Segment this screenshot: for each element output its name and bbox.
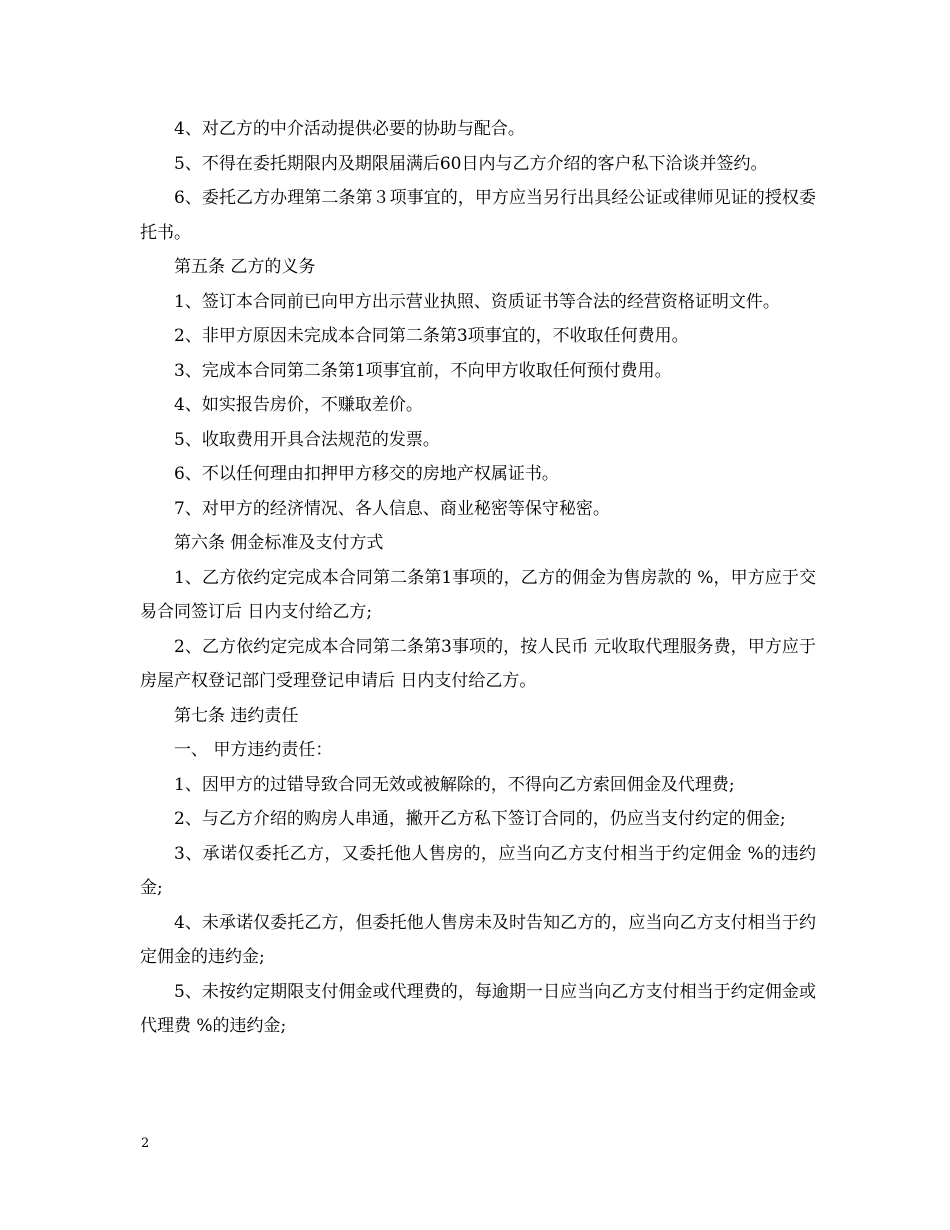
paragraph: 4、未承诺仅委托乙方，但委托他人售房未及时告知乙方的，应当向乙方支付相当于约定佣金的违约金; [140,912,816,967]
section-heading: 第五条 乙方的义务 [174,257,316,277]
paragraph: 5、收取费用开具合法规范的发票。 [174,429,440,450]
paragraph: 7、对甲方的经济情况、各人信息、商业秘密等保守秘密。 [174,498,610,519]
paragraph: 2、非甲方原因未完成本合同第二条第3项事宜的，不收取任何费用。 [174,326,689,346]
contract-body [140,112,816,1044]
paragraph: 3、承诺仅委托乙方，又委托他人售房的，应当向乙方支付相当于约定佣金 %的违约金; [140,843,816,898]
sub-heading: 一、 甲方违约责任： [174,740,333,760]
section-heading: 第七条 违约责任 [174,705,299,726]
paragraph: 4、如实报告房价，不赚取差价。 [174,395,423,415]
paragraph: 6、委托乙方办理第二条第３项事宜的，甲方应当另行出具经公证或律师见证的授权委托书。 [140,188,816,243]
page-number: 2 [141,1136,150,1151]
section-heading: 第六条 佣金标准及支付方式 [174,533,384,553]
paragraph: 5、未按约定期限支付佣金或代理费的，每逾期一日应当向乙方支付相当于约定佣金或代理费 %的违约金; [140,981,816,1036]
paragraph: 2、乙方依约定完成本合同第二条第3事项的，按人民币 元收取代理服务费，甲方应于房屋产权登记部门受理登记申请后 日内支付给乙方。 [140,636,816,691]
paragraph: 4、对乙方的中介活动提供必要的协助与配合。 [174,119,525,139]
paragraph: 6、不以任何理由扣押甲方移交的房地产权属证书。 [174,464,559,484]
paragraph: 1、乙方依约定完成本合同第二条第1事项的，乙方的佣金为售房款的 %，甲方应于交易合同签订后 日内支付给乙方; [140,567,816,622]
paragraph: 2、与乙方介绍的购房人串通，撇开乙方私下签订合同的，仍应当支付约定的佣金; [174,809,786,829]
paragraph: 3、完成本合同第二条第1项事宜前，不向甲方收取任何预付费用。 [174,360,672,381]
paragraph: 5、不得在委托期限内及期限届满后60日内与乙方介绍的客户私下洽谈并签约。 [174,153,768,174]
paragraph: 1、签订本合同前已向甲方出示营业执照、资质证书等合法的经营资格证明文件。 [174,291,780,312]
paragraph: 1、因甲方的过错导致合同无效或被解除的，不得向乙方索回佣金及代理费; [174,774,735,795]
